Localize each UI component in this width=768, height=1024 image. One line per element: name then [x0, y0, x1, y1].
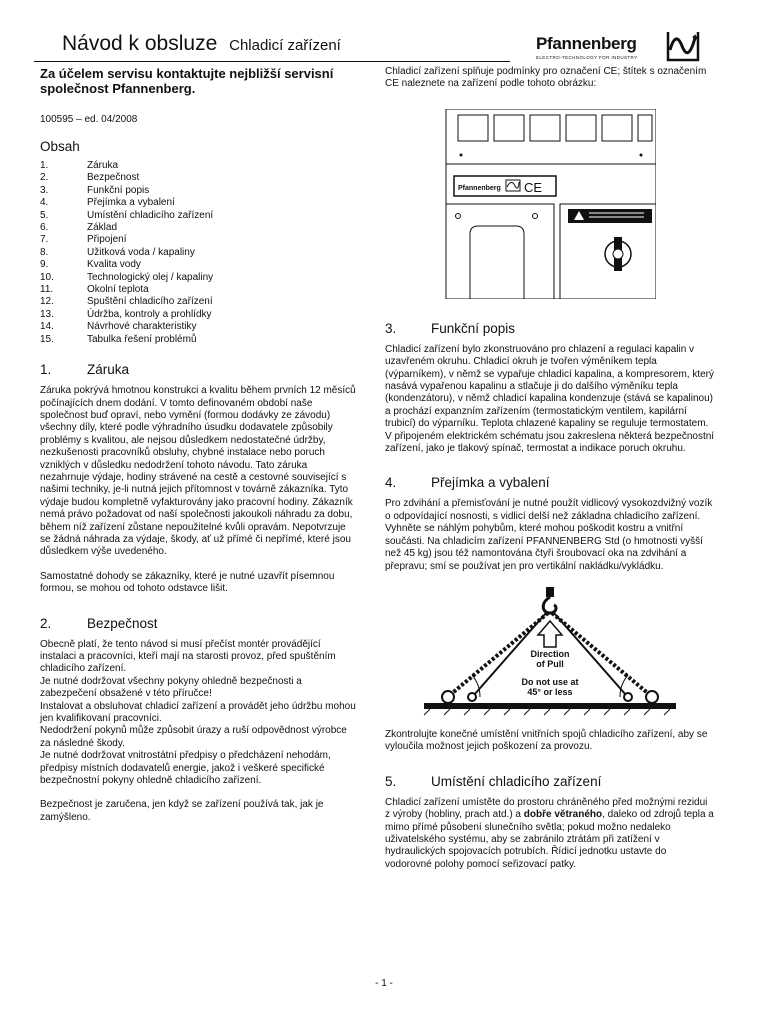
- toc-item: [40, 272, 358, 284]
- toc-item-number: 6.: [40, 222, 49, 234]
- toc-item-title: Umístění chladicího zařízení: [87, 209, 214, 221]
- section-number: 2.: [40, 615, 52, 631]
- left-column: [40, 66, 358, 824]
- label-brand: Pfannenberg: [458, 184, 501, 192]
- toc-item-title: Technologický olej / kapaliny: [87, 271, 214, 283]
- toc-item-number: 4.: [40, 197, 49, 209]
- logo-wordmark: Pfannenberg: [536, 34, 637, 53]
- toc-item-title: Základ: [87, 222, 118, 234]
- toc-item: [40, 172, 358, 184]
- toc-item-title: Připojení: [87, 234, 127, 246]
- warranty-agreements-paragraph: Samostatné dohody se zákazníky, které je nutné uzavřít písemnou formou, se mohou od tohoto odstavce lišit.: [40, 570, 335, 595]
- page-number: - 1 -: [375, 978, 393, 989]
- toc-item-title: Tabulka řešení problémů: [87, 333, 197, 345]
- section-heading-safety: [40, 616, 358, 631]
- safety-paragraph: Je nutné dodržovat vnitrostátní předpisy o předcházení nehodám, předpisy místních dodavatelů energie, jakož i veškeré specifické bezpečnostní pokyny ohledně chladicího zařízení.: [40, 750, 331, 787]
- lifting-diagram-figure: [410, 585, 690, 717]
- toc-item: [40, 284, 358, 296]
- ce-marking-text: Chladicí zařízení splňuje podmínky pro označení CE; štítek s označením CE naleznete na zařízení podle tohoto obrázku:: [385, 66, 707, 90]
- header-rule: [34, 61, 510, 62]
- section-title: Umístění chladicího zařízení: [431, 773, 602, 789]
- section-number: 5.: [385, 773, 397, 789]
- toc-item: [40, 259, 358, 271]
- toc-item: [40, 234, 358, 246]
- safety-paragraph: Je nutné dodržovat všechny pokyny ohledně bezpečnosti a zabezpečení obsažené v této příručce!: [40, 675, 302, 700]
- toc-heading: Obsah: [40, 139, 80, 154]
- edition-number: 100595 – ed. 04/2008: [40, 114, 138, 125]
- toc-item-number: 3.: [40, 184, 49, 196]
- toc-item: [40, 160, 358, 172]
- toc-item-number: 8.: [40, 246, 49, 258]
- direction-label: Direction: [530, 648, 570, 659]
- warranty-paragraph: Záruka pokrývá hmotnou konstrukci a kvalitu během prvních 12 měsíců počínajících dnem dodání. V tomto definovaném období naše společnost buď opraví, nebo vymění (formou dodávky ze závodu) všechny díly, které podle výhradního úsudku dodavatele způsobily problémy s kvalitou, ale nejsou důsledkem nedostatečné údržby, nezkušenosti pracovníků obsluhy, chybné instalace nebo poruch vzniklých v důsledku nedodržení tohoto návodu. Tato záruka nezahrnuje výdaje, hodiny strávené na cestě a cestovné související s našimi techniky, je-li nutná jejich přítomnost v továrně zákazníka. Tyto výdaje budou kompletně vyfakturovány jako pracovní hodiny. Zákazník nemá právo požadovat od naší společnosti jakoukoli náhradu za dobu, během níž zařízení zůstane nepoužitelné kvůli opravám. Nepotvrzuje se žádná náhrada za výdaje, škody, ať už přímé či nepřímé, které jsou důsledkem výše uvedeného.: [40, 385, 356, 558]
- function-paragraph: Chladicí zařízení bylo zkonstruováno pro chlazení a regulaci kapalin v uzavřeném okruhu. Chladicí okruh je tvořen výměníkem tepla (výparníkem), v němž se vypařuje chladicí kapalina, a kompresorem, který nasává vypařenou kapalinu a stlačuje ji do dalšího výměníku tepla (kondenzátoru), v němž chladicí kapalina kondenzuje (stává se kapalinou) a prochází expanzním zařízením (termostatickým ventilem, kapilární trubicí) do výparníku. Teplota chlazené kapaliny se reguluje termostatem. V připojeném elektrickém schématu jsou zakreslena některá bezpečnostní zařízení, jako je tlakový spínač, termostat a indikace poruch okruhu.: [385, 343, 715, 455]
- toc-item-title: Spuštění chladicího zařízení: [87, 296, 213, 308]
- section-number: 3.: [385, 320, 397, 336]
- safety-paragraph: Bezpečnost je zaručena, jen když se zařízení používá tak, jak je zamýšleno.: [40, 799, 324, 823]
- toc-item-title: Funkční popis: [87, 184, 150, 196]
- document-title: [62, 32, 341, 56]
- right-column: [385, 66, 715, 871]
- toc-item-number: 2.: [40, 172, 49, 184]
- placement-text: , daleko od zdrojů tepla a mimo přímé působení slunečního světla; pokud možno nedaleko uživatelského systému, aby se zabránilo ztrátám při zatížení v hydraulických spojovacích potrubích. Řídicí jednotku ustavte do vodorovné polohy pomocí seřizovací patky.: [385, 809, 714, 870]
- toc-item-title: Bezpečnost: [87, 172, 140, 184]
- toc-item-title: Okolní teplota: [87, 284, 149, 296]
- toc-item-number: 10.: [40, 271, 54, 283]
- placement-paragraph: [385, 797, 715, 871]
- toc-item-number: 1.: [40, 160, 49, 171]
- toc-item: [40, 197, 358, 209]
- do-not-use-label: Do not use at: [521, 676, 579, 687]
- section-number: 1.: [40, 362, 52, 378]
- toc-item-number: 7.: [40, 234, 49, 246]
- toc-item-number: 14.: [40, 321, 54, 333]
- ce-label-location-figure: [444, 109, 656, 299]
- toc-item: [40, 222, 358, 234]
- service-contact-note: Za účelem servisu kontaktujte nejbližší servisní společnost Pfannenberg.: [40, 66, 334, 96]
- section-heading-warranty: [40, 362, 358, 377]
- page-header: [34, 26, 746, 66]
- placement-emphasis: dobře větraného: [523, 809, 603, 821]
- placement-text: Chladicí zařízení umístěte do prostoru chráněného před možnými rezidui z výroby (hobliny, prach atd.) a: [385, 796, 708, 821]
- manual-title: Návod k obsluze: [62, 32, 218, 55]
- receipt-paragraph: Pro zdvihání a přemisťování je nutné použít vidlicový vysokozdvižný vozík o odpovídající nosnosti, s vidlicí delší než základna chladicího zařízení. Vyhněte se náhlým pohybům, které mohou poškodit kostru a vnitřní součásti. Na chladicím zařízení PFANNENBERG Std (o hmotnosti vyšší než 45 kg) jsou též namontována čtyři šroubovací oka na zdvihání a přepravu; smí se používat jen pro vertikální nakládku/vykládku.: [385, 498, 713, 572]
- toc-item-number: 12.: [40, 296, 54, 308]
- section-title: Záruka: [87, 362, 130, 378]
- logo-tagline: ELECTRO-TECHNOLOGY FOR INDUSTRY: [536, 55, 638, 60]
- section-heading-receipt: [385, 475, 715, 490]
- toc-item: [40, 309, 358, 321]
- of-pull-label: of Pull: [536, 658, 564, 669]
- toc-item-title: Kvalita vody: [87, 259, 141, 271]
- safety-paragraph: Obecně platí, že tento návod si musí přečíst montér provádějící instalaci a pracovníci, kteří mají na starosti provoz, před spuštěním chladicího zařízení.: [40, 638, 336, 675]
- pfannenberg-logo: [532, 30, 747, 64]
- table-of-contents: [40, 160, 358, 346]
- ce-mark: CE: [524, 179, 543, 195]
- section-heading-placement: [385, 774, 715, 789]
- section-title: Přejímka a vybalení: [431, 475, 550, 491]
- toc-item: [40, 185, 358, 197]
- section-heading-function: [385, 321, 715, 336]
- angle-label: 45° or less: [527, 686, 573, 697]
- toc-item: [40, 247, 358, 259]
- toc-item-number: 11.: [40, 284, 54, 296]
- toc-item-title: Přejímka a vybalení: [87, 197, 175, 209]
- toc-item: [40, 296, 358, 308]
- logo-wave-icon: [664, 30, 702, 62]
- toc-item-title: Údržba, kontroly a prohlídky: [87, 308, 212, 320]
- toc-item-title: Užitková voda / kapaliny: [87, 246, 195, 258]
- toc-item-number: 5.: [40, 209, 49, 221]
- section-number: 4.: [385, 475, 397, 491]
- toc-item: [40, 321, 358, 333]
- toc-item-title: Návrhové charakteristiky: [87, 321, 197, 333]
- toc-item: [40, 334, 358, 346]
- toc-item-title: Záruka: [87, 160, 119, 171]
- safety-paragraph: Instalovat a obsluhovat chladicí zařízení a provádět jeho údržbu mohou jen kvalifikovaní pracovníci.: [40, 700, 356, 725]
- toc-item: [40, 210, 358, 222]
- connections-check-paragraph: Zkontrolujte konečné umístění vnitřních spojů chladicího zařízení, aby se vyloučila možnost jejich poškození za provozu.: [385, 728, 708, 753]
- manual-subtitle: Chladicí zařízení: [229, 37, 341, 54]
- section-title: Funkční popis: [431, 320, 516, 336]
- toc-item-number: 9.: [40, 259, 49, 271]
- safety-paragraph: Nedodržení pokynů může způsobit úrazy a ruší odpovědnost výrobce za následné škody.: [40, 725, 347, 749]
- toc-item-number: 13.: [40, 308, 54, 320]
- toc-item-number: 15.: [40, 333, 54, 345]
- section-title: Bezpečnost: [87, 615, 158, 631]
